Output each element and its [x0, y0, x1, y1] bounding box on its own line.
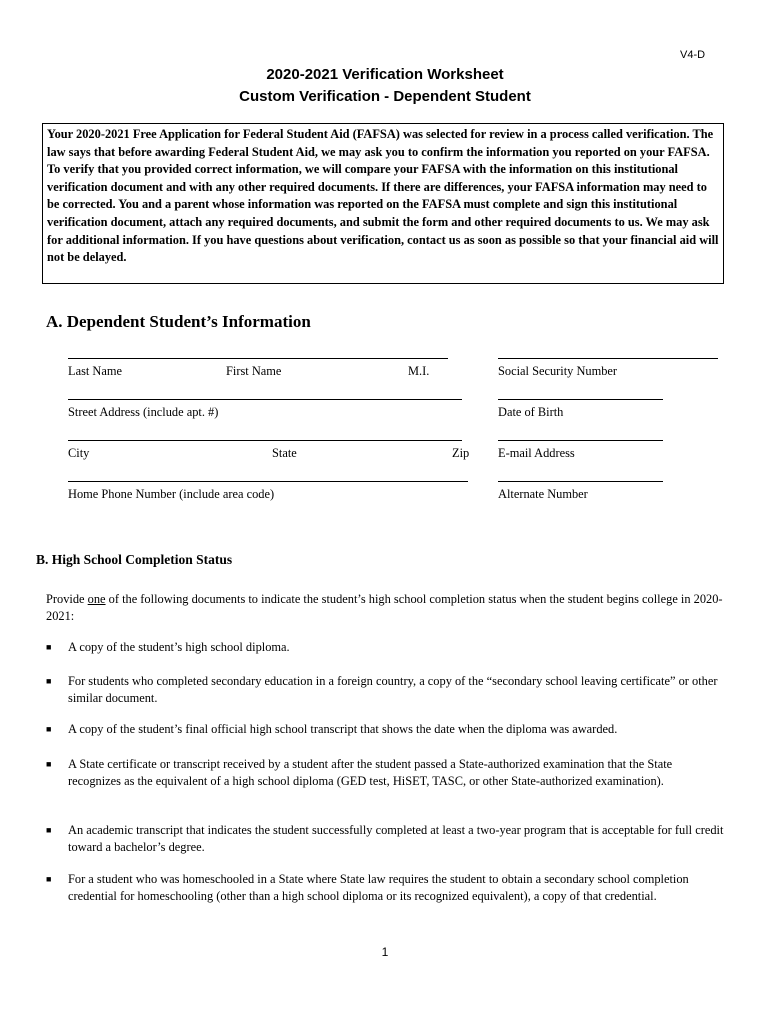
- bullet-icon: ■: [46, 759, 52, 769]
- home-phone-label: Home Phone Number (include area code): [68, 487, 275, 501]
- dob-label: Date of Birth: [498, 405, 564, 419]
- ssn-line[interactable]: [498, 358, 718, 359]
- page-number: 1: [381, 945, 389, 959]
- email-line[interactable]: [498, 440, 663, 441]
- underlined-one: one: [87, 592, 106, 606]
- city-state-zip-line[interactable]: [68, 440, 462, 441]
- list-item: A copy of the student’s high school diploma.: [68, 640, 290, 654]
- dob-line[interactable]: [498, 399, 663, 400]
- bullet-icon: ■: [46, 825, 52, 835]
- street-label: Street Address (include apt. #): [68, 405, 219, 419]
- section-b-title: B. High School Completion Status: [36, 552, 233, 567]
- list-item: A copy of the student’s final official high school transcript that shows the date when the diploma was awarded.: [68, 722, 618, 736]
- section-a-title: A. Dependent Student’s Information: [46, 312, 311, 331]
- page-title: 2020-2021 Verification Worksheet: [266, 66, 504, 83]
- alt-number-line[interactable]: [498, 481, 663, 482]
- page-subtitle: Custom Verification - Dependent Student: [239, 88, 531, 105]
- list-item: An academic transcript that indicates the student successfully completed at least a two-year program that is acceptable for full credit toward a bachelor’s degree.: [68, 823, 724, 854]
- bullet-icon: ■: [46, 642, 52, 652]
- first-name-label: First Name: [226, 364, 282, 378]
- ssn-label: Social Security Number: [498, 364, 618, 378]
- city-label: City: [68, 446, 90, 460]
- email-label: E-mail Address: [498, 446, 575, 460]
- zip-label: Zip: [452, 446, 470, 460]
- list-item: For students who completed secondary education in a foreign country, a copy of the “secondary school leaving certificate” or other similar document.: [68, 674, 718, 705]
- list-item: For a student who was homeschooled in a State where State law requires the student to obtain a secondary school completion credential for homeschooling (other than a high school diploma or its recognized equivalent), a copy of that credential.: [68, 872, 689, 903]
- bullet-icon: ■: [46, 724, 52, 734]
- bullet-icon: ■: [46, 676, 52, 686]
- last-name-label: Last Name: [68, 364, 123, 378]
- street-line[interactable]: [68, 399, 462, 400]
- home-phone-line[interactable]: [68, 481, 468, 482]
- alt-number-label: Alternate Number: [498, 487, 588, 501]
- mi-label: M.I.: [408, 364, 430, 378]
- name-line[interactable]: [68, 358, 448, 359]
- bullet-icon: ■: [46, 874, 52, 884]
- version-label: V4-D: [680, 49, 706, 61]
- list-item: A State certificate or transcript received by a student after the student passed a State-authorized examination that the State recognizes as the equivalent of a high school diploma (GED test, HiSET, TASC, or other State-authorized examination).: [68, 757, 673, 788]
- intro-box: Your 2020-2021 Free Application for Federal Student Aid (FAFSA) was selected for review in a process called verification. The law says that before awarding Federal Student Aid, we may ask you to confirm the information you reported on your FAFSA. To verify that you provided correct information, we will compare your FAFSA with the information on this institutional verification document and with any other required documents. If there are differences, your FAFSA information may need to be corrected. You and a parent whose information was reported on the FAFSA must complete and sign this institutional verification document, attach any required documents, and submit the form and other required documents to us. We may ask for additional information. If you have questions about verification, contact us as soon as possible so that your financial aid will not be delayed.: [42, 123, 724, 284]
- state-label: State: [272, 446, 297, 460]
- section-b-intro: Provide one of the following documents to indicate the student’s high school completion status when the student begins college in 2020-2021:: [46, 592, 723, 623]
